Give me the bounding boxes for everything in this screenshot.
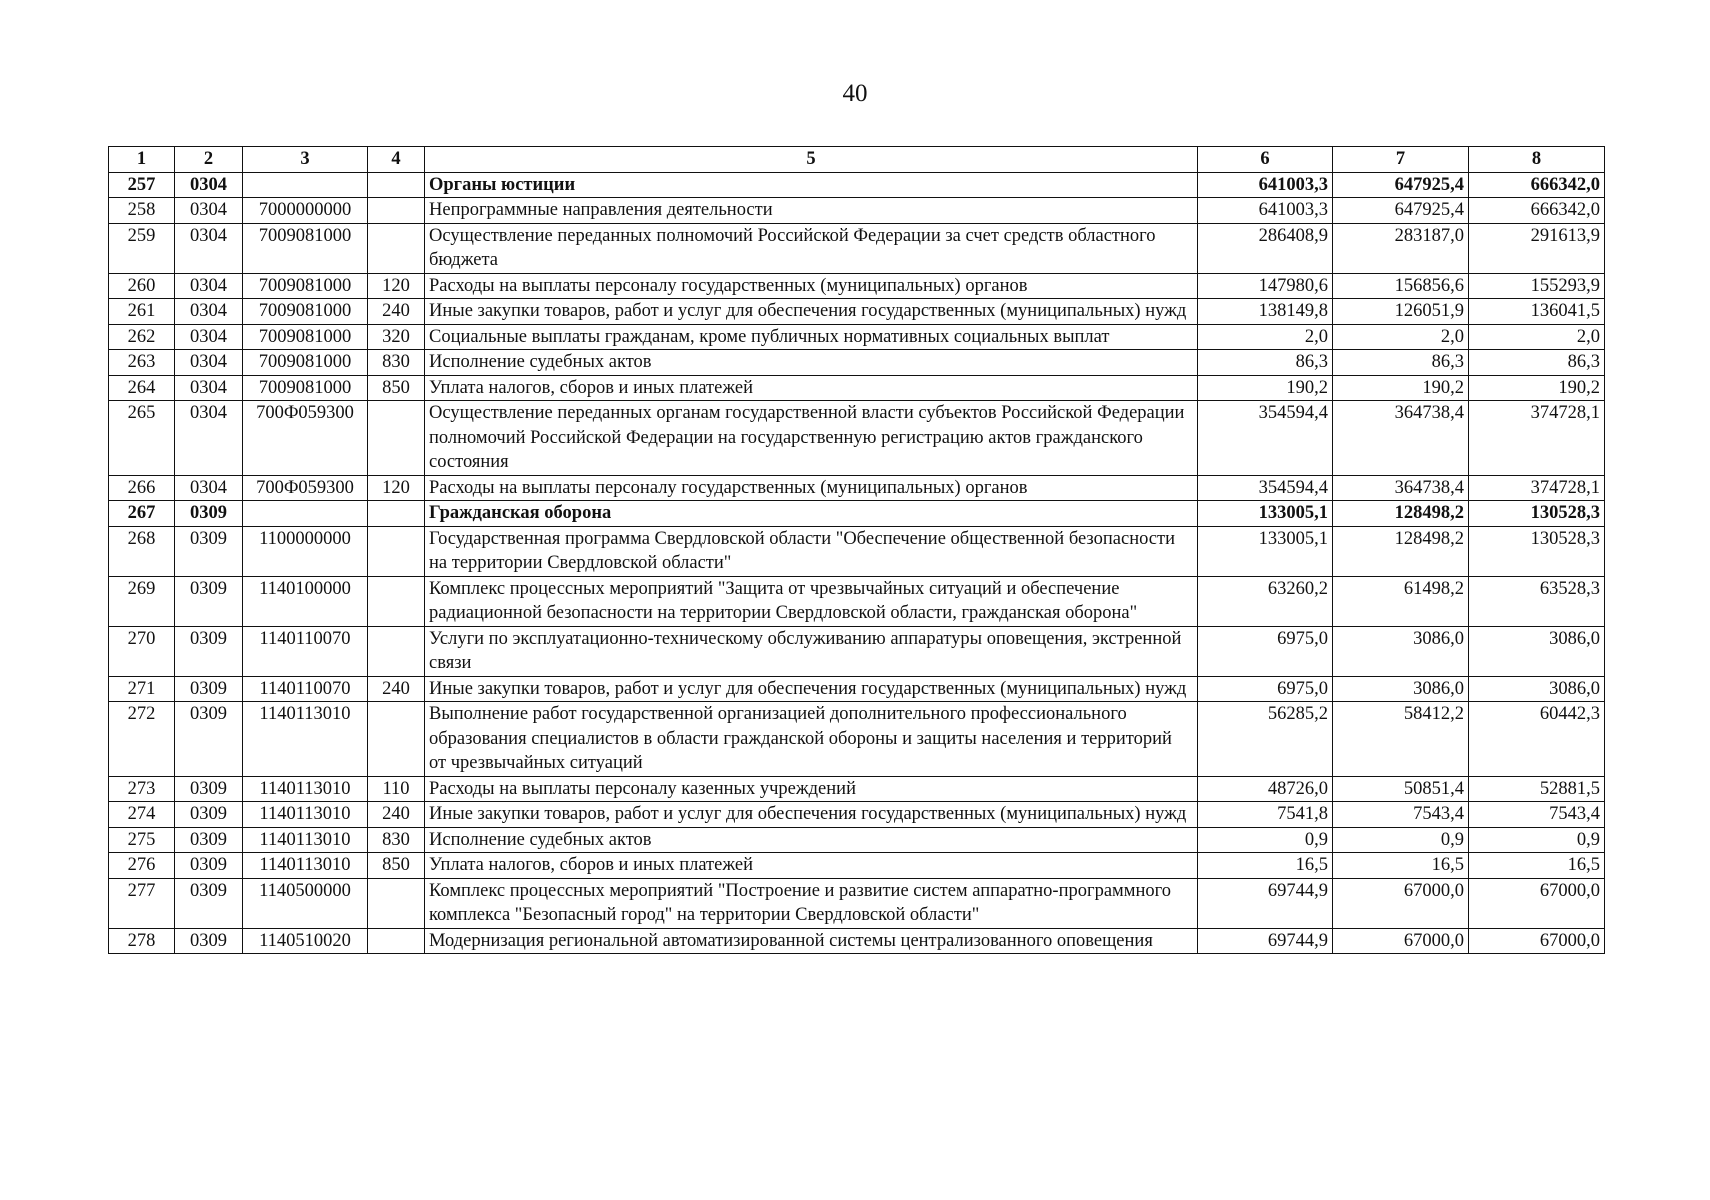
amount-col7-cell: 2,0 [1333, 324, 1469, 350]
item-name-cell: Органы юстиции [425, 172, 1198, 198]
amount-col8-cell: 374728,1 [1469, 475, 1605, 501]
amount-col7-cell: 16,5 [1333, 853, 1469, 879]
column-header: 1 [109, 147, 175, 173]
amount-col8-cell: 136041,5 [1469, 299, 1605, 325]
target-item-code-cell: 1140113010 [243, 802, 368, 828]
amount-col8-cell: 60442,3 [1469, 702, 1605, 777]
target-item-code-cell: 1140113010 [243, 827, 368, 853]
amount-col7-cell: 126051,9 [1333, 299, 1469, 325]
amount-col7-cell: 58412,2 [1333, 702, 1469, 777]
amount-col7-cell: 128498,2 [1333, 501, 1469, 527]
target-item-code-cell: 7009081000 [243, 324, 368, 350]
amount-col6-cell: 133005,1 [1198, 526, 1333, 576]
target-item-code-cell: 7009081000 [243, 299, 368, 325]
amount-col7-cell: 364738,4 [1333, 401, 1469, 476]
target-item-code-cell: 7000000000 [243, 198, 368, 224]
column-header: 8 [1469, 147, 1605, 173]
column-header: 5 [425, 147, 1198, 173]
section-code-cell: 0304 [175, 401, 243, 476]
amount-col6-cell: 6975,0 [1198, 676, 1333, 702]
amount-col8-cell: 63528,3 [1469, 576, 1605, 626]
amount-col6-cell: 354594,4 [1198, 475, 1333, 501]
target-item-code-cell: 7009081000 [243, 350, 368, 376]
amount-col8-cell: 86,3 [1469, 350, 1605, 376]
amount-col7-cell: 3086,0 [1333, 676, 1469, 702]
table-row [109, 401, 1605, 476]
amount-col8-cell: 666342,0 [1469, 198, 1605, 224]
amount-col7-cell: 156856,6 [1333, 273, 1469, 299]
expense-type-code-cell [368, 928, 425, 954]
target-item-code-cell [243, 172, 368, 198]
amount-col7-cell: 647925,4 [1333, 172, 1469, 198]
table-row [109, 853, 1605, 879]
amount-col7-cell: 3086,0 [1333, 626, 1469, 676]
item-name-cell: Комплекс процессных мероприятий "Построение и развитие систем аппаратно-программного комплекса "Безопасный город" на территории Свердловской области" [425, 878, 1198, 928]
table-row [109, 576, 1605, 626]
row-number-cell: 272 [109, 702, 175, 777]
row-number-cell: 258 [109, 198, 175, 224]
target-item-code-cell: 1100000000 [243, 526, 368, 576]
expense-type-code-cell: 240 [368, 676, 425, 702]
amount-col7-cell: 61498,2 [1333, 576, 1469, 626]
table-row [109, 172, 1605, 198]
table-row [109, 827, 1605, 853]
amount-col8-cell: 0,9 [1469, 827, 1605, 853]
row-number-cell: 266 [109, 475, 175, 501]
section-code-cell: 0304 [175, 299, 243, 325]
expense-type-code-cell [368, 223, 425, 273]
item-name-cell: Уплата налогов, сборов и иных платежей [425, 853, 1198, 879]
section-code-cell: 0304 [175, 375, 243, 401]
section-code-cell: 0309 [175, 878, 243, 928]
amount-col8-cell: 190,2 [1469, 375, 1605, 401]
expense-type-code-cell [368, 878, 425, 928]
section-code-cell: 0309 [175, 802, 243, 828]
row-number-cell: 277 [109, 878, 175, 928]
section-code-cell: 0304 [175, 475, 243, 501]
amount-col6-cell: 138149,8 [1198, 299, 1333, 325]
row-number-cell: 278 [109, 928, 175, 954]
section-code-cell: 0309 [175, 702, 243, 777]
section-code-cell: 0304 [175, 350, 243, 376]
target-item-code-cell: 1140510020 [243, 928, 368, 954]
table-row [109, 776, 1605, 802]
row-number-cell: 257 [109, 172, 175, 198]
budget-table [108, 146, 1605, 954]
page-number: 40 [842, 80, 868, 107]
expense-type-code-cell: 850 [368, 375, 425, 401]
amount-col6-cell: 16,5 [1198, 853, 1333, 879]
row-number-cell: 274 [109, 802, 175, 828]
amount-col8-cell: 155293,9 [1469, 273, 1605, 299]
amount-col7-cell: 7543,4 [1333, 802, 1469, 828]
target-item-code-cell: 1140100000 [243, 576, 368, 626]
expense-type-code-cell [368, 702, 425, 777]
item-name-cell: Непрограммные направления деятельности [425, 198, 1198, 224]
target-item-code-cell: 7009081000 [243, 223, 368, 273]
amount-col6-cell: 63260,2 [1198, 576, 1333, 626]
row-number-cell: 264 [109, 375, 175, 401]
amount-col6-cell: 2,0 [1198, 324, 1333, 350]
column-header: 2 [175, 147, 243, 173]
table-row [109, 501, 1605, 527]
amount-col8-cell: 130528,3 [1469, 501, 1605, 527]
row-number-cell: 265 [109, 401, 175, 476]
amount-col6-cell: 286408,9 [1198, 223, 1333, 273]
section-code-cell: 0304 [175, 198, 243, 224]
section-code-cell: 0309 [175, 626, 243, 676]
section-code-cell: 0309 [175, 576, 243, 626]
amount-col8-cell: 67000,0 [1469, 928, 1605, 954]
expense-type-code-cell [368, 172, 425, 198]
section-code-cell: 0304 [175, 273, 243, 299]
amount-col6-cell: 190,2 [1198, 375, 1333, 401]
item-name-cell: Осуществление переданных органам государственной власти субъектов Российской Федерации полномочий Российской Федерации на государственную регистрацию актов гражданского состояния [425, 401, 1198, 476]
target-item-code-cell: 7009081000 [243, 375, 368, 401]
amount-col8-cell: 16,5 [1469, 853, 1605, 879]
amount-col7-cell: 50851,4 [1333, 776, 1469, 802]
amount-col6-cell: 69744,9 [1198, 928, 1333, 954]
table-row [109, 375, 1605, 401]
section-code-cell: 0309 [175, 501, 243, 527]
column-header: 7 [1333, 147, 1469, 173]
amount-col6-cell: 56285,2 [1198, 702, 1333, 777]
row-number-cell: 271 [109, 676, 175, 702]
row-number-cell: 259 [109, 223, 175, 273]
expense-type-code-cell: 240 [368, 802, 425, 828]
section-code-cell: 0309 [175, 776, 243, 802]
item-name-cell: Модернизация региональной автоматизированной системы централизованного оповещения [425, 928, 1198, 954]
amount-col7-cell: 190,2 [1333, 375, 1469, 401]
column-header: 3 [243, 147, 368, 173]
item-name-cell: Уплата налогов, сборов и иных платежей [425, 375, 1198, 401]
table-row [109, 350, 1605, 376]
amount-col8-cell: 130528,3 [1469, 526, 1605, 576]
expense-type-code-cell [368, 576, 425, 626]
expense-type-code-cell: 850 [368, 853, 425, 879]
amount-col6-cell: 7541,8 [1198, 802, 1333, 828]
amount-col8-cell: 3086,0 [1469, 626, 1605, 676]
expense-type-code-cell: 320 [368, 324, 425, 350]
amount-col8-cell: 7543,4 [1469, 802, 1605, 828]
item-name-cell: Иные закупки товаров, работ и услуг для обеспечения государственных (муниципальных) нужд [425, 299, 1198, 325]
table-row [109, 324, 1605, 350]
table-row [109, 802, 1605, 828]
row-number-cell: 267 [109, 501, 175, 527]
table-body [109, 172, 1605, 954]
amount-col7-cell: 86,3 [1333, 350, 1469, 376]
row-number-cell: 260 [109, 273, 175, 299]
amount-col6-cell: 641003,3 [1198, 198, 1333, 224]
row-number-cell: 273 [109, 776, 175, 802]
target-item-code-cell: 1140500000 [243, 878, 368, 928]
expense-type-code-cell [368, 526, 425, 576]
amount-col6-cell: 354594,4 [1198, 401, 1333, 476]
table-row [109, 702, 1605, 777]
amount-col7-cell: 283187,0 [1333, 223, 1469, 273]
column-header: 6 [1198, 147, 1333, 173]
table-header-row [109, 147, 1605, 173]
amount-col6-cell: 0,9 [1198, 827, 1333, 853]
target-item-code-cell: 700Ф059300 [243, 475, 368, 501]
item-name-cell: Государственная программа Свердловской области "Обеспечение общественной безопасности на территории Свердловской области" [425, 526, 1198, 576]
amount-col6-cell: 6975,0 [1198, 626, 1333, 676]
expense-type-code-cell: 240 [368, 299, 425, 325]
amount-col6-cell: 48726,0 [1198, 776, 1333, 802]
section-code-cell: 0304 [175, 324, 243, 350]
amount-col8-cell: 374728,1 [1469, 401, 1605, 476]
table-row [109, 676, 1605, 702]
section-code-cell: 0304 [175, 223, 243, 273]
amount-col8-cell: 52881,5 [1469, 776, 1605, 802]
target-item-code-cell [243, 501, 368, 527]
table-row [109, 198, 1605, 224]
expense-type-code-cell [368, 198, 425, 224]
amount-col6-cell: 641003,3 [1198, 172, 1333, 198]
table-row [109, 223, 1605, 273]
section-code-cell: 0309 [175, 526, 243, 576]
row-number-cell: 275 [109, 827, 175, 853]
amount-col6-cell: 133005,1 [1198, 501, 1333, 527]
item-name-cell: Услуги по эксплуатационно-техническому обслуживанию аппаратуры оповещения, экстренной связи [425, 626, 1198, 676]
table-row [109, 626, 1605, 676]
row-number-cell: 269 [109, 576, 175, 626]
amount-col8-cell: 2,0 [1469, 324, 1605, 350]
item-name-cell: Расходы на выплаты персоналу государственных (муниципальных) органов [425, 475, 1198, 501]
target-item-code-cell: 1140113010 [243, 853, 368, 879]
section-code-cell: 0309 [175, 853, 243, 879]
expense-type-code-cell [368, 401, 425, 476]
expense-type-code-cell [368, 626, 425, 676]
amount-col7-cell: 67000,0 [1333, 928, 1469, 954]
expense-type-code-cell: 830 [368, 827, 425, 853]
amount-col8-cell: 291613,9 [1469, 223, 1605, 273]
expense-type-code-cell: 120 [368, 273, 425, 299]
row-number-cell: 261 [109, 299, 175, 325]
table-row [109, 928, 1605, 954]
target-item-code-cell: 700Ф059300 [243, 401, 368, 476]
target-item-code-cell: 1140110070 [243, 626, 368, 676]
item-name-cell: Социальные выплаты гражданам, кроме публичных нормативных социальных выплат [425, 324, 1198, 350]
amount-col6-cell: 147980,6 [1198, 273, 1333, 299]
amount-col6-cell: 86,3 [1198, 350, 1333, 376]
amount-col7-cell: 67000,0 [1333, 878, 1469, 928]
row-number-cell: 270 [109, 626, 175, 676]
item-name-cell: Исполнение судебных актов [425, 827, 1198, 853]
table-row [109, 273, 1605, 299]
table-row [109, 299, 1605, 325]
item-name-cell: Расходы на выплаты персоналу государственных (муниципальных) органов [425, 273, 1198, 299]
row-number-cell: 263 [109, 350, 175, 376]
amount-col7-cell: 364738,4 [1333, 475, 1469, 501]
item-name-cell: Иные закупки товаров, работ и услуг для обеспечения государственных (муниципальных) нужд [425, 676, 1198, 702]
target-item-code-cell: 1140113010 [243, 702, 368, 777]
expense-type-code-cell [368, 501, 425, 527]
target-item-code-cell: 1140110070 [243, 676, 368, 702]
amount-col8-cell: 67000,0 [1469, 878, 1605, 928]
row-number-cell: 276 [109, 853, 175, 879]
item-name-cell: Гражданская оборона [425, 501, 1198, 527]
table-row [109, 475, 1605, 501]
expense-type-code-cell: 830 [368, 350, 425, 376]
target-item-code-cell: 1140113010 [243, 776, 368, 802]
table-row [109, 878, 1605, 928]
expense-type-code-cell: 110 [368, 776, 425, 802]
table-row [109, 526, 1605, 576]
amount-col7-cell: 647925,4 [1333, 198, 1469, 224]
amount-col8-cell: 666342,0 [1469, 172, 1605, 198]
item-name-cell: Выполнение работ государственной организацией дополнительного профессионального образования специалистов в области гражданской обороны и защиты населения и территорий от чрезвычайных ситуаций [425, 702, 1198, 777]
expense-type-code-cell: 120 [368, 475, 425, 501]
item-name-cell: Комплекс процессных мероприятий "Защита от чрезвычайных ситуаций и обеспечение радиационной безопасности на территории Свердловской области, гражданская оборона" [425, 576, 1198, 626]
section-code-cell: 0309 [175, 827, 243, 853]
section-code-cell: 0309 [175, 928, 243, 954]
section-code-cell: 0309 [175, 676, 243, 702]
section-code-cell: 0304 [175, 172, 243, 198]
amount-col8-cell: 3086,0 [1469, 676, 1605, 702]
row-number-cell: 268 [109, 526, 175, 576]
amount-col7-cell: 0,9 [1333, 827, 1469, 853]
amount-col6-cell: 69744,9 [1198, 878, 1333, 928]
item-name-cell: Исполнение судебных актов [425, 350, 1198, 376]
column-header: 4 [368, 147, 425, 173]
item-name-cell: Осуществление переданных полномочий Российской Федерации за счет средств областного бюджета [425, 223, 1198, 273]
item-name-cell: Расходы на выплаты персоналу казенных учреждений [425, 776, 1198, 802]
amount-col7-cell: 128498,2 [1333, 526, 1469, 576]
item-name-cell: Иные закупки товаров, работ и услуг для обеспечения государственных (муниципальных) нужд [425, 802, 1198, 828]
row-number-cell: 262 [109, 324, 175, 350]
target-item-code-cell: 7009081000 [243, 273, 368, 299]
